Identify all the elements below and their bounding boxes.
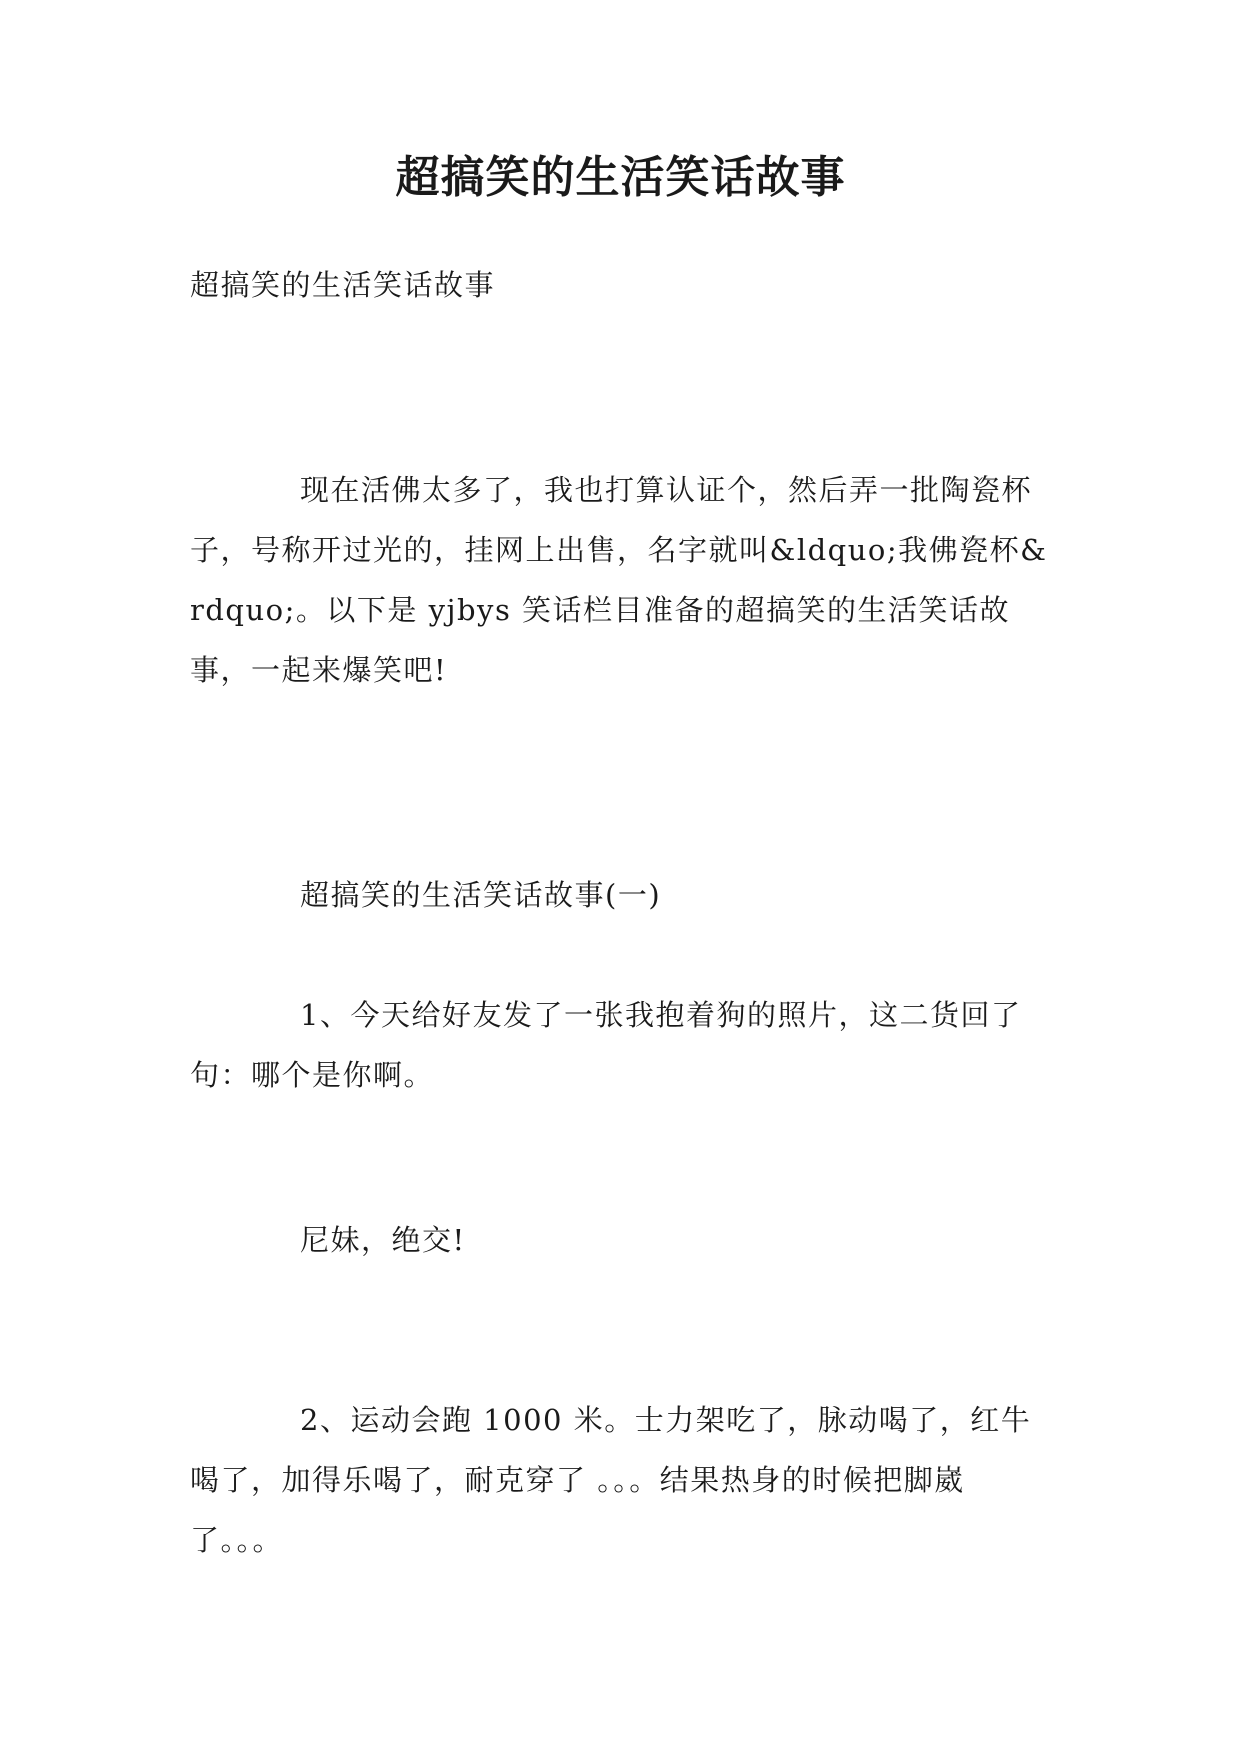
document-title: 超搞笑的生活笑话故事: [395, 152, 846, 203]
section-heading: 超搞笑的生活笑话故事(一): [300, 878, 662, 912]
intro-paragraph: 现在活佛太多了，我也打算认证个，然后弄一批陶瓷杯子，号称开过光的，挂网上出售，名字就叫&ldquo;我佛瓷杯&rdquo;。以下是 yjbys 笑话栏目准备的超搞笑的生活笑话故事，一起来爆笑吧!: [190, 473, 1048, 687]
joke-paragraph-2: 尼妹，绝交!: [300, 1223, 466, 1257]
document-subtitle: 超搞笑的生活笑话故事: [190, 268, 496, 302]
joke-paragraph-3: 2、运动会跑 1000 米。士力架吃了，脉动喝了，红牛喝了，加得乐喝了，耐克穿了 。。。结果热身的时候把脚崴了。。。: [190, 1403, 1032, 1557]
joke-paragraph-1: 1、今天给好友发了一张我抱着狗的照片，这二货回了句：哪个是你啊。: [190, 998, 1022, 1092]
